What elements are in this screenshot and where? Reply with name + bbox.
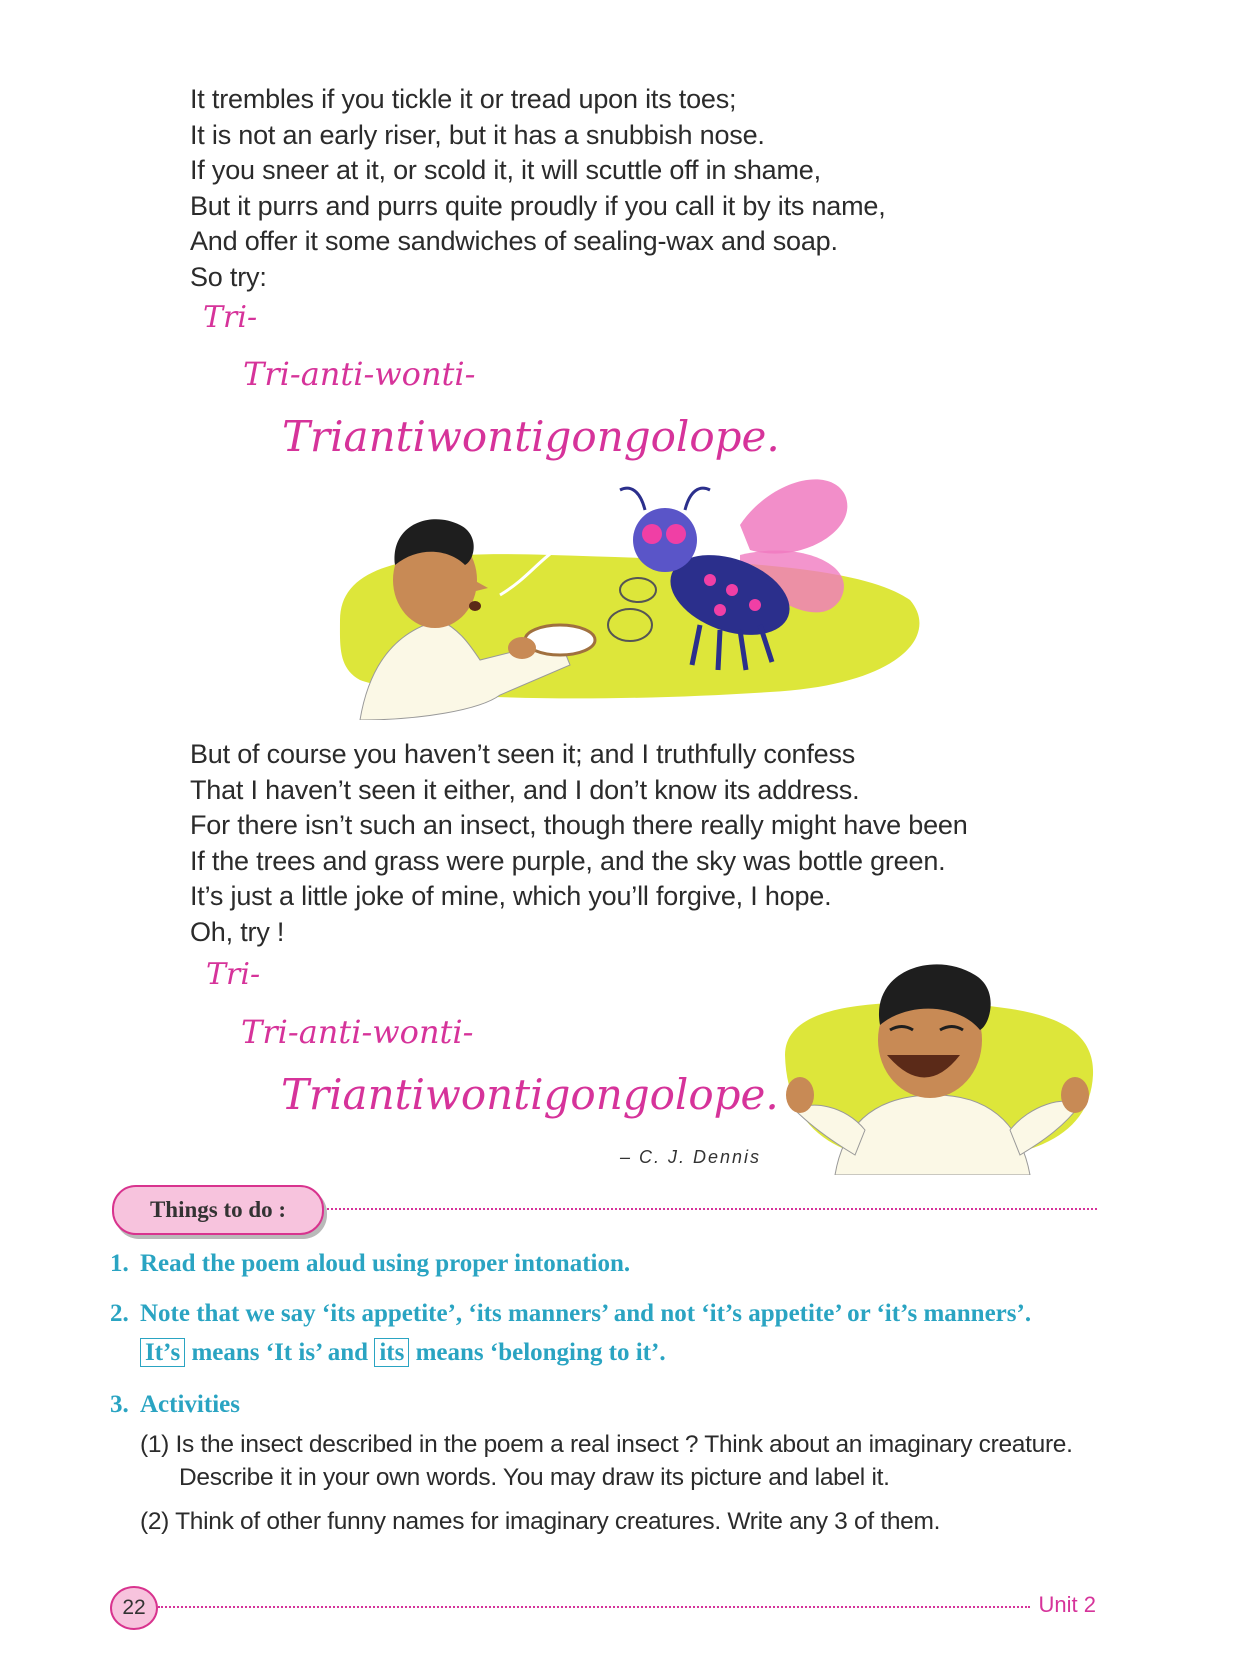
question-text: Note that we say ‘its appetite’, ‘its manners’ and not ‘it’s appetite’ or ‘it’s manners’. xyxy=(140,1300,1032,1327)
unit-label: Unit 2 xyxy=(1038,1592,1096,1617)
poem-line: It trembles if you tickle it or tread upon its toes; xyxy=(190,84,737,114)
insect-spot xyxy=(704,574,716,586)
things-to-do-label: Things to do : xyxy=(149,1197,287,1222)
poem-line: Oh, try ! xyxy=(190,916,285,947)
question-number: 2. xyxy=(110,1300,129,1327)
poem-line: If the trees and grass were purple, and the sky was bottle green. xyxy=(190,845,946,876)
poem-attribution: – C. J. Dennis xyxy=(620,1147,762,1167)
question-3 xyxy=(110,1391,240,1419)
poem-line: It is not an early riser, but it has a snubbish nose. xyxy=(190,119,765,150)
insect-spot xyxy=(714,604,726,616)
poem-line: That I haven’t seen it either, and I don’t know its address. xyxy=(190,774,860,805)
insect-eye xyxy=(642,524,662,544)
stanza-2 xyxy=(190,737,968,950)
insect-antennae xyxy=(620,488,710,510)
chant-full-name: Triantiwontigongolope. xyxy=(281,1070,779,1119)
poem-line: But it purrs and purrs quite proudly if you call it by its name, xyxy=(190,190,886,221)
question-2 xyxy=(110,1300,1031,1328)
poem-line: And offer it some sandwiches of sealing-wax and soap. xyxy=(190,226,838,256)
question-2-note xyxy=(140,1339,666,1367)
dotted-divider xyxy=(322,1208,1097,1210)
laughing-boy-illustration xyxy=(775,955,1100,1175)
boy-hand xyxy=(1061,1077,1089,1113)
note-text: means ‘belonging to it’. xyxy=(409,1339,666,1366)
boxed-word: It’s xyxy=(140,1338,185,1367)
boy-hand xyxy=(508,637,536,659)
chant-tri: Tri- xyxy=(206,957,261,992)
insect-eye xyxy=(666,524,686,544)
boy-and-insect-illustration xyxy=(300,470,940,720)
question-1 xyxy=(110,1250,630,1278)
chant-tri: Tri- xyxy=(203,300,258,335)
poem-line: If you sneer at it, or scold it, it will scuttle off in shame, xyxy=(190,155,821,185)
chant-tri-anti-wonti: Tri-anti-wonti- xyxy=(243,355,476,393)
note-text: means ‘It is’ and xyxy=(185,1339,375,1366)
chant-tri-anti-wonti: Tri-anti-wonti- xyxy=(241,1013,474,1051)
insect-spot xyxy=(726,584,738,596)
chant-full-name: Triantiwontigongolope. xyxy=(282,412,780,461)
insect-wing xyxy=(740,479,847,553)
activity-1: (1) Is the insect described in the poem a real insect ? Think about an imaginary creature. xyxy=(140,1431,1073,1458)
boxed-word: its xyxy=(374,1338,409,1367)
poem-line: For there isn’t such an insect, though there really might have been xyxy=(190,810,968,840)
poem-line: It’s just a little joke of mine, which you’ll forgive, I hope. xyxy=(190,881,832,911)
insect-head xyxy=(633,508,697,572)
question-number: 1. xyxy=(110,1250,129,1277)
page-number: 22 xyxy=(110,1586,158,1630)
boy-hand xyxy=(786,1077,814,1113)
insect-spot xyxy=(749,599,761,611)
poem-line: But of course you haven’t seen it; and I truthfully confess xyxy=(190,739,856,769)
footer-dotted-line xyxy=(158,1606,1030,1608)
question-text: Read the poem aloud using proper intonation. xyxy=(140,1250,631,1277)
stanza-1 xyxy=(190,82,886,295)
poem-line: So try: xyxy=(190,261,267,292)
question-text: Activities xyxy=(140,1391,240,1418)
question-number: 3. xyxy=(110,1391,129,1418)
activity-1-continued: Describe it in your own words. You may draw its picture and label it. xyxy=(140,1464,890,1491)
boy-mouth xyxy=(469,601,481,611)
activity-2: (2) Think of other funny names for imaginary creatures. Write any 3 of them. xyxy=(140,1508,941,1535)
things-to-do-pill xyxy=(112,1185,324,1235)
